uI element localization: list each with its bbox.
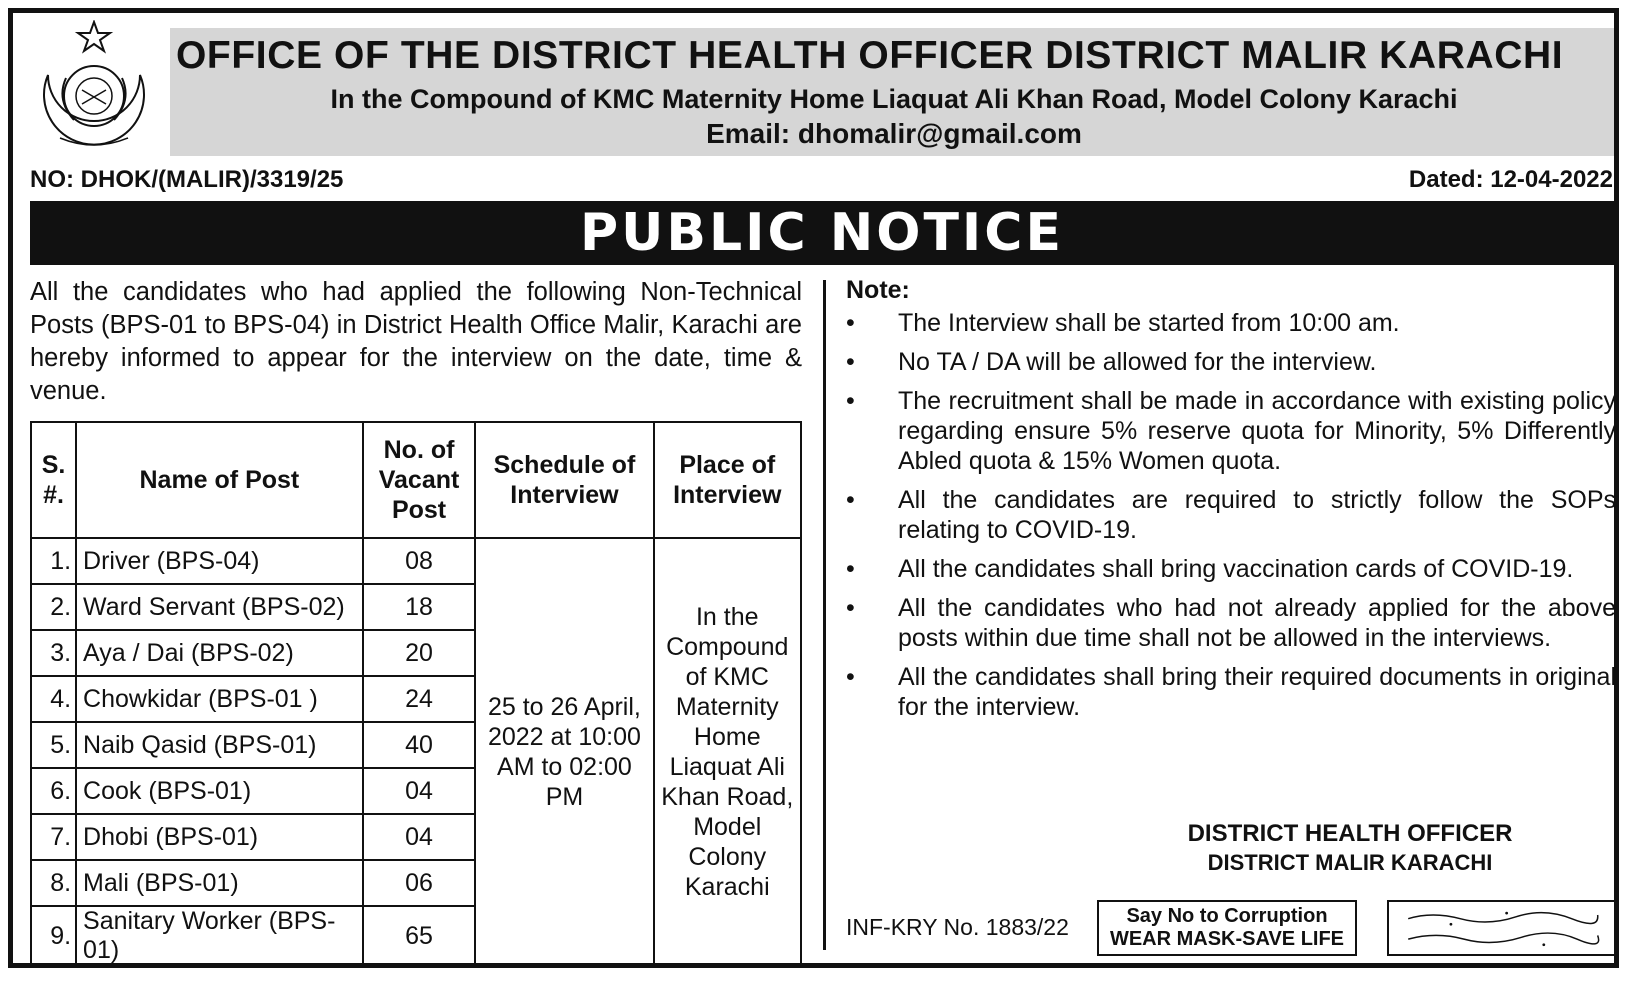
public-notice-title: PUBLIC NOTICE: [30, 201, 1614, 265]
bullet-icon: •: [846, 387, 855, 415]
bullet-icon: •: [846, 555, 855, 583]
note-heading: Note:: [846, 276, 910, 304]
header-sn: S. #.: [31, 422, 76, 538]
anti-corruption-box: [1097, 900, 1357, 956]
row-post-name: Ward Servant (BPS-02): [76, 584, 363, 630]
urdu-slogan-box: [1387, 900, 1617, 956]
row-sn: 7.: [31, 814, 76, 860]
row-post-name: Naib Qasid (BPS-01): [76, 722, 363, 768]
row-post-name: Driver (BPS-04): [76, 538, 363, 584]
signature-title: DISTRICT HEALTH OFFICER: [1187, 820, 1513, 847]
row-sn: 4.: [31, 676, 76, 722]
bullet-icon: •: [846, 348, 855, 376]
intro-paragraph: All the candidates who had applied the following Non-Technical Posts (BPS-01 to BPS-04) in District Health Office Malir, Karachi are hereby informed to appear for the interview on the date, time & venue.: [30, 278, 802, 405]
row-post-name: Chowkidar (BPS-01 ): [76, 676, 363, 722]
note-item: [846, 485, 1616, 545]
row-vacant: 08: [363, 538, 476, 584]
row-sn: 1.: [31, 538, 76, 584]
note-text: The Interview shall be started from 10:00 am.: [898, 309, 1400, 337]
government-emblem-icon: [26, 20, 162, 156]
schedule-cell: 25 to 26 April, 2022 at 10:00 AM to 02:00 PM: [475, 538, 653, 966]
office-address: In the Compound of KMC Maternity Home Liaquat Ali Khan Road, Model Colony Karachi: [330, 84, 1458, 114]
table-row: [31, 538, 801, 584]
note-text: No TA / DA will be allowed for the interview.: [898, 348, 1377, 376]
row-vacant: 40: [363, 722, 476, 768]
row-sn: 8.: [31, 860, 76, 906]
corruption-line: Say No to Corruption: [1126, 905, 1328, 927]
reference-number: NO: DHOK/(MALIR)/3319/25: [30, 166, 344, 193]
header-schedule: Schedule of Interview: [475, 422, 653, 538]
posts-table: [30, 421, 802, 967]
office-email: Email: dhomalir@gmail.com: [706, 118, 1082, 149]
row-post-name: Sanitary Worker (BPS-01): [76, 906, 363, 966]
note-text: All the candidates shall bring their required documents in original for the interview.: [898, 663, 1616, 721]
note-item: [846, 347, 1616, 377]
bullet-icon: •: [846, 663, 855, 691]
header-place: Place of Interview: [654, 422, 801, 538]
bullet-icon: •: [846, 594, 855, 622]
row-sn: 9.: [31, 906, 76, 966]
mask-line: WEAR MASK-SAVE LIFE: [1109, 928, 1345, 950]
note-item: [846, 554, 1616, 584]
note-item: [846, 386, 1616, 476]
note-text: All the candidates shall bring vaccination cards of COVID-19.: [898, 555, 1574, 583]
note-item: [846, 308, 1616, 338]
row-post-name: Aya / Dai (BPS-02): [76, 630, 363, 676]
header-vacant-posts: No. of Vacant Post: [363, 422, 476, 538]
notice-date: Dated: 12-04-2022: [1408, 166, 1613, 193]
note-text: The recruitment shall be made in accordance with existing policy regarding ensure 5% reserve quota for Minority, 5% Differently Abled quota & 15% Women quota.: [898, 387, 1616, 475]
row-sn: 2.: [31, 584, 76, 630]
notes-list: [846, 308, 1616, 731]
note-text: All the candidates are required to strictly follow the SOPs relating to COVID-19.: [898, 486, 1616, 544]
row-vacant: 06: [363, 860, 476, 906]
office-title: OFFICE OF THE DISTRICT HEALTH OFFICER DISTRICT MALIR KARACHI: [176, 34, 1564, 77]
header-name-of-post: Name of Post: [76, 422, 363, 538]
signature-district: DISTRICT MALIR KARACHI: [1207, 850, 1493, 875]
note-text: All the candidates who had not already applied for the above posts within due time shall not be allowed in the interviews.: [898, 594, 1616, 652]
row-vacant: 65: [363, 906, 476, 966]
row-sn: 5.: [31, 722, 76, 768]
bullet-icon: •: [846, 486, 855, 514]
place-cell: In the Compound of KMC Maternity Home Liaquat Ali Khan Road, Model Colony Karachi: [654, 538, 801, 966]
bullet-icon: •: [846, 309, 855, 337]
row-vacant: 18: [363, 584, 476, 630]
row-post-name: Mali (BPS-01): [76, 860, 363, 906]
column-divider: [823, 280, 826, 950]
row-post-name: Dhobi (BPS-01): [76, 814, 363, 860]
row-post-name: Cook (BPS-01): [76, 768, 363, 814]
row-vacant: 24: [363, 676, 476, 722]
row-sn: 6.: [31, 768, 76, 814]
row-vacant: 04: [363, 768, 476, 814]
inf-number: INF-KRY No. 1883/22: [846, 914, 1069, 940]
note-item: [846, 662, 1616, 722]
row-sn: 3.: [31, 630, 76, 676]
row-vacant: 20: [363, 630, 476, 676]
note-item: [846, 593, 1616, 653]
row-vacant: 04: [363, 814, 476, 860]
